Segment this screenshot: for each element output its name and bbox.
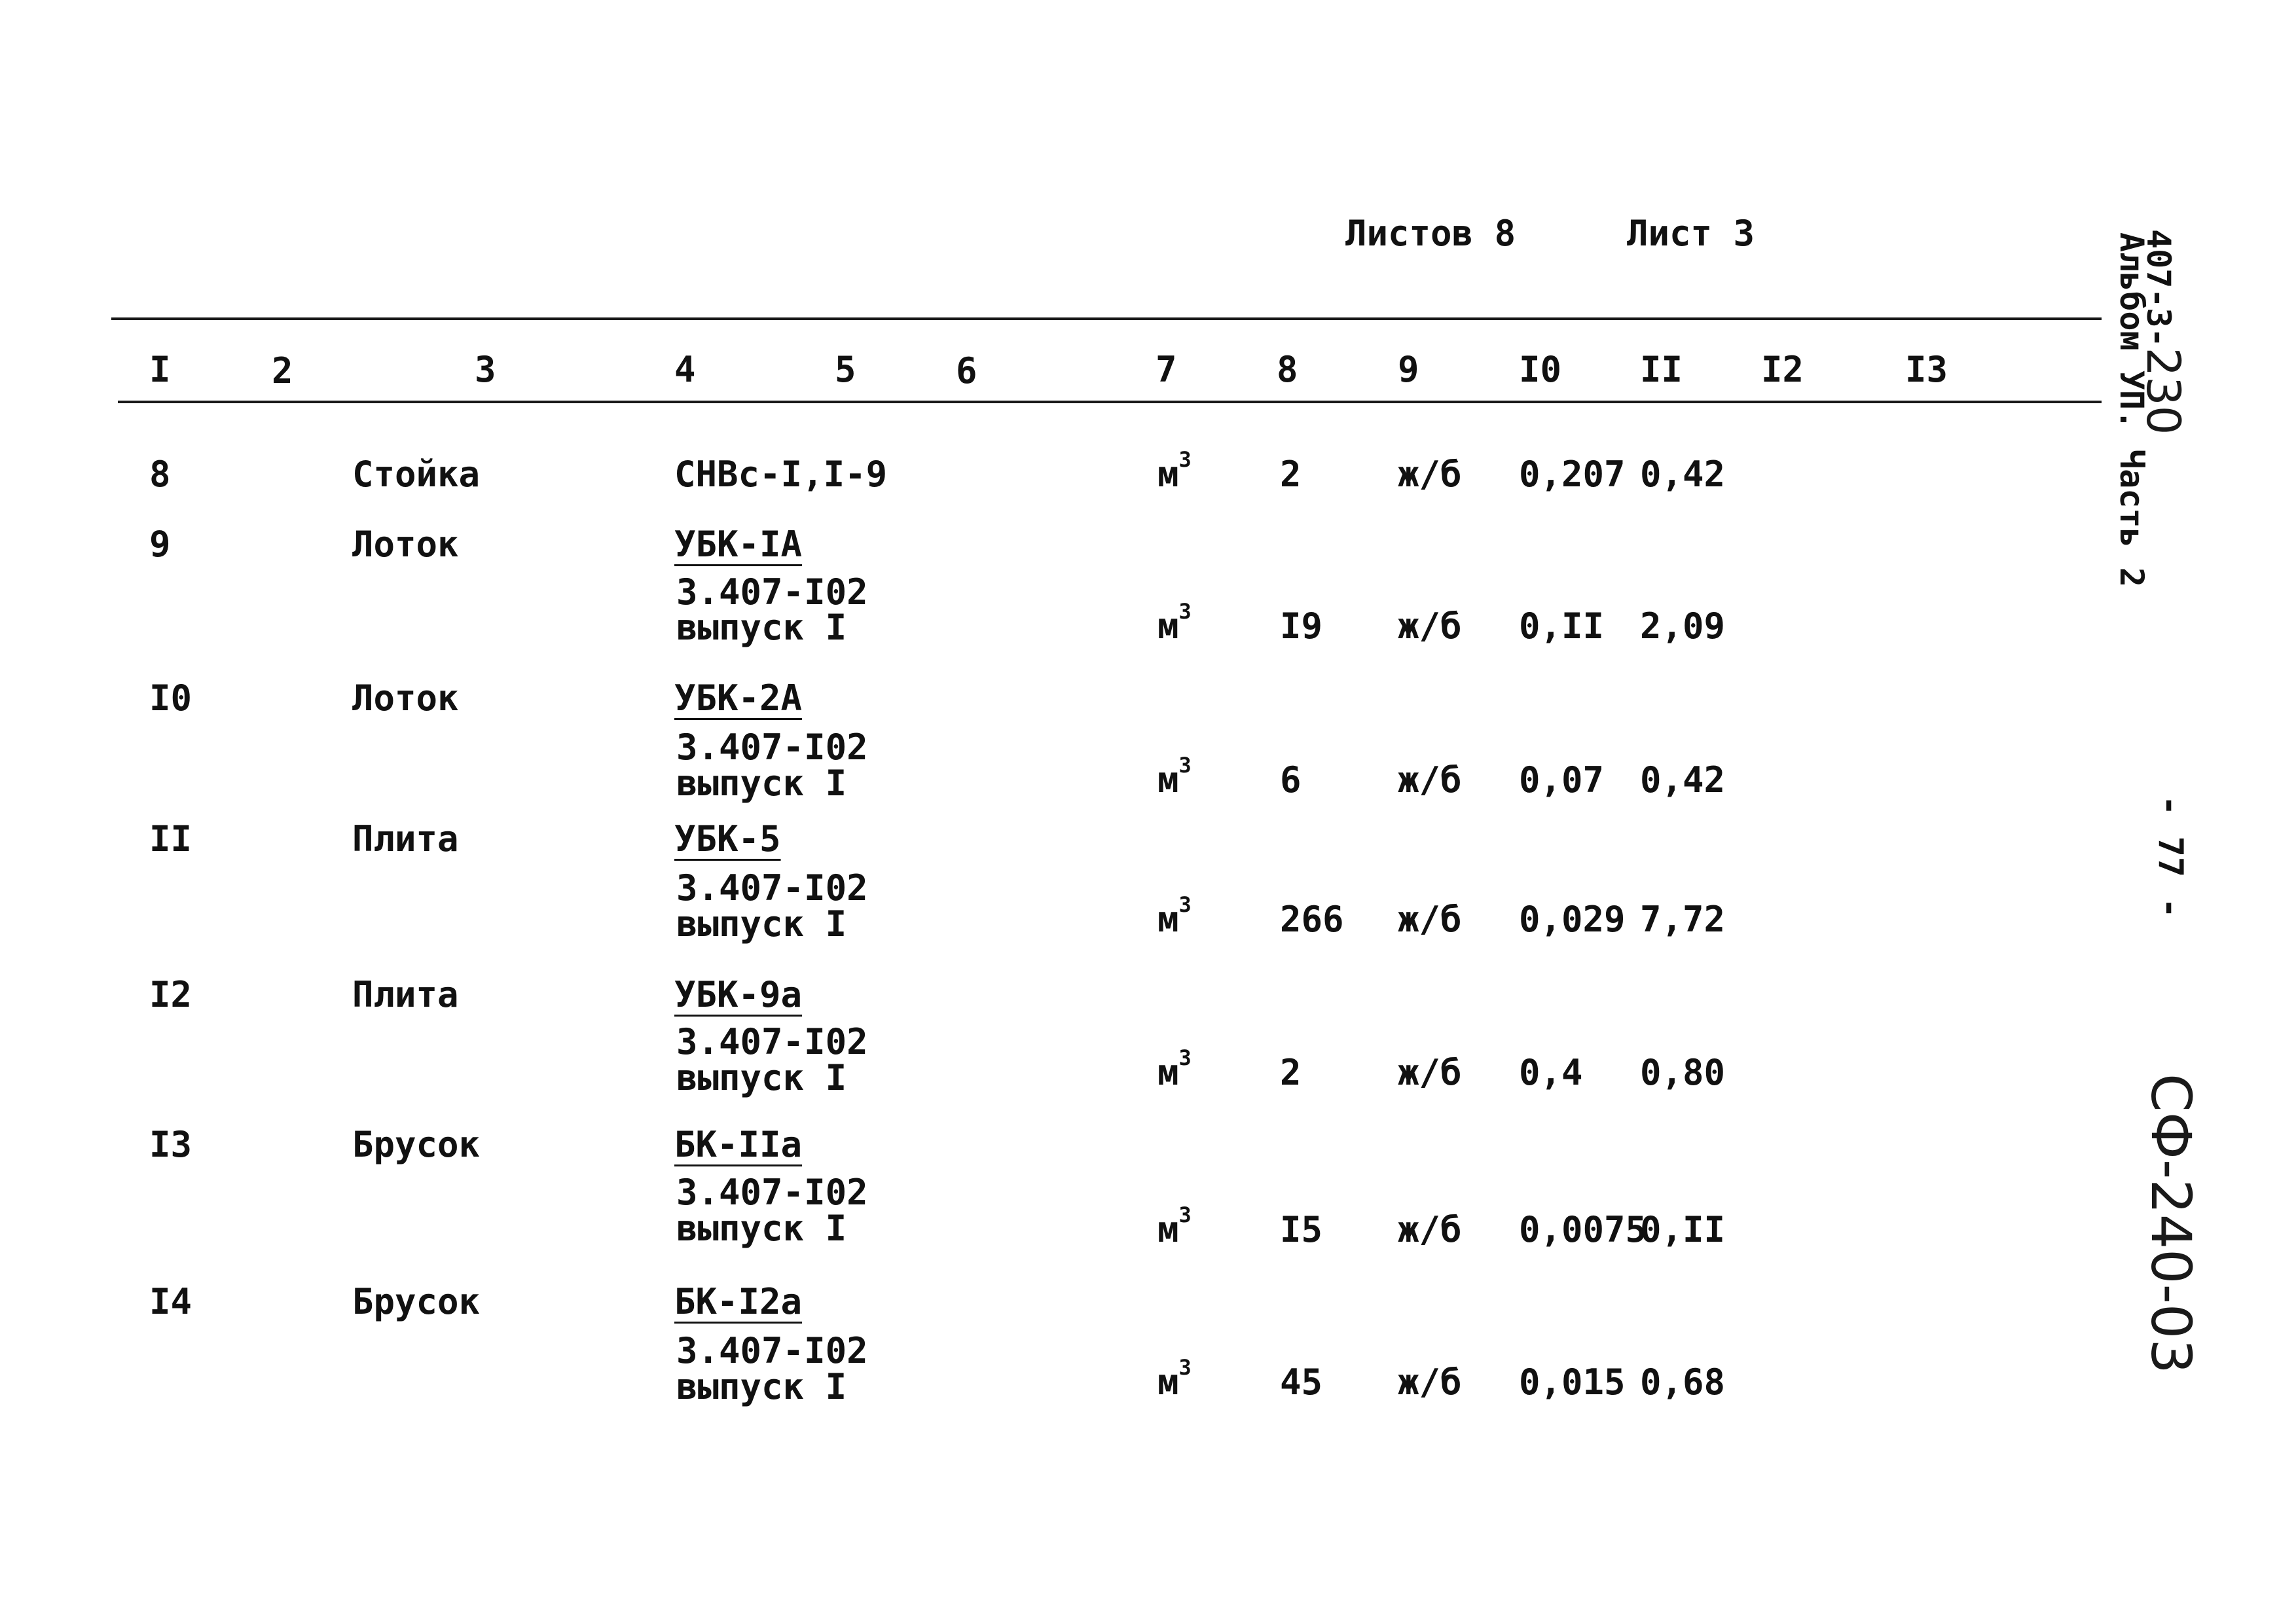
col-header-10: I0 (1519, 349, 1562, 390)
item-name: Брусок (352, 1281, 481, 1322)
quantity: 6 (1280, 759, 1302, 801)
material: ж/б (1398, 1052, 1462, 1093)
col-header-6: 6 (956, 350, 977, 391)
unit-volume: 0,029 (1519, 899, 1626, 940)
col-header-11: II (1640, 349, 1683, 390)
item-mark: УБК-IA (674, 524, 803, 565)
sheets-total: Листов 8 (1345, 213, 1516, 254)
item-mark: БК-I2а (674, 1281, 803, 1322)
quantity: 45 (1280, 1362, 1323, 1403)
unit: $м^3$ (1157, 447, 1192, 495)
item-mark: УБК-5 (674, 818, 781, 859)
total-volume: 7,72 (1640, 899, 1726, 940)
unit: $м^3$ (1157, 1202, 1192, 1250)
item-mark: БК-IIа (674, 1124, 803, 1165)
total-volume: 0,68 (1640, 1362, 1726, 1403)
unit-volume: 0,207 (1519, 454, 1626, 495)
unit: $м^3$ (1157, 1045, 1192, 1093)
material: ж/б (1398, 454, 1462, 495)
col-header-5: 5 (835, 349, 856, 390)
total-volume: 0,42 (1640, 454, 1726, 495)
col-header-4: 4 (674, 349, 696, 390)
row-number: I2 (149, 974, 192, 1015)
item-name: Лоток (352, 524, 459, 565)
unit-volume: 0,II (1519, 605, 1605, 647)
doc-issue: выпуск I (676, 1057, 847, 1098)
total-volume: 0,42 (1640, 759, 1726, 801)
item-mark: УБК-9а (674, 974, 803, 1015)
col-header-13: I3 (1905, 349, 1948, 390)
row-number: 8 (149, 454, 171, 495)
doc-issue: выпуск I (676, 903, 847, 945)
doc-series: 3.407-I02 (676, 571, 868, 613)
unit: $м^3$ (1157, 1355, 1192, 1403)
row-number: I4 (149, 1281, 192, 1322)
total-volume: 0,80 (1640, 1052, 1726, 1093)
col-header-2: 2 (272, 350, 293, 391)
material: ж/б (1398, 1209, 1462, 1250)
document-code: 407-3-230 (2136, 229, 2190, 435)
doc-series: 3.407-I02 (676, 1021, 868, 1062)
doc-issue: выпуск I (676, 763, 847, 804)
col-header-7: 7 (1156, 349, 1177, 390)
col-header-1: I (149, 349, 171, 390)
unit-volume: 0,07 (1519, 759, 1605, 801)
row-number: I3 (149, 1124, 192, 1165)
unit-volume: 0,4 (1519, 1052, 1583, 1093)
doc-series: 3.407-I02 (676, 1330, 868, 1371)
material: ж/б (1398, 1362, 1462, 1403)
col-header-8: 8 (1277, 349, 1298, 390)
page-number: - 77 - (2151, 795, 2190, 918)
item-name: Лоток (352, 677, 459, 719)
handwritten-stamp: СФ-240-03 (2139, 1074, 2203, 1374)
unit: $м^3$ (1157, 599, 1192, 647)
quantity: 2 (1280, 454, 1302, 495)
material: ж/б (1398, 605, 1462, 647)
quantity: 266 (1280, 899, 1344, 940)
col-header-12: I2 (1761, 349, 1804, 390)
row-number: I0 (149, 677, 192, 719)
item-name: Плита (352, 818, 459, 859)
item-name: Плита (352, 974, 459, 1015)
top-rule (111, 317, 2102, 320)
total-volume: 0,II (1640, 1209, 1726, 1250)
row-number: II (149, 818, 192, 859)
doc-series: 3.407-I02 (676, 1172, 868, 1213)
item-name: Стойка (352, 454, 481, 495)
doc-issue: выпуск I (676, 607, 847, 648)
total-volume: 2,09 (1640, 605, 1726, 647)
quantity: I9 (1280, 605, 1323, 647)
doc-issue: выпуск I (676, 1208, 847, 1249)
doc-issue: выпуск I (676, 1366, 847, 1407)
item-name: Брусок (352, 1124, 481, 1165)
quantity: 2 (1280, 1052, 1302, 1093)
item-mark: СНВс-I,I-9 (674, 454, 888, 495)
unit-volume: 0,0075 (1519, 1209, 1647, 1250)
row-number: 9 (149, 524, 171, 565)
header-rule (118, 401, 2102, 403)
doc-series: 3.407-I02 (676, 867, 868, 909)
unit-volume: 0,015 (1519, 1362, 1626, 1403)
item-mark: УБК-2А (674, 677, 803, 719)
quantity: I5 (1280, 1209, 1323, 1250)
unit: $м^3$ (1157, 892, 1192, 940)
doc-series: 3.407-I02 (676, 727, 868, 768)
material: ж/б (1398, 899, 1462, 940)
album-label: Альбом УП. Часть 2 (2113, 232, 2151, 587)
col-header-3: 3 (475, 349, 496, 390)
unit: $м^3$ (1157, 753, 1192, 801)
sheet-number: Лист 3 (1627, 213, 1755, 254)
col-header-9: 9 (1398, 349, 1419, 390)
material: ж/б (1398, 759, 1462, 801)
